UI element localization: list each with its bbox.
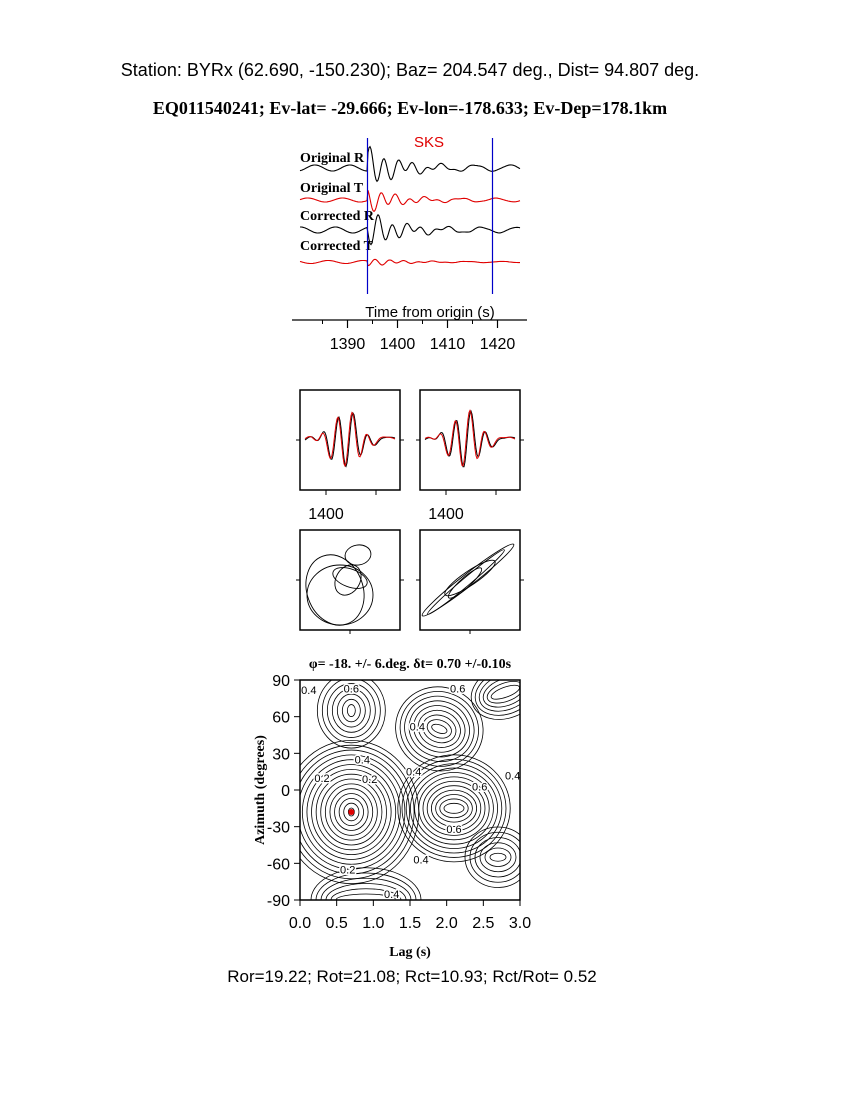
contour-y-tick-label: 30 (272, 746, 290, 764)
trace-label-corrected-r: Corrected R (300, 209, 374, 224)
contour-label: 0.2 (340, 864, 356, 877)
particle-motion-loop (307, 565, 373, 625)
contour-x-tick-label: 1.0 (362, 915, 385, 932)
stats-line: Ror=19.22; Rot=21.08; Rct=10.93; Rct/Rot= 0.52 (227, 967, 597, 986)
time-tick-label: 1390 (329, 336, 366, 353)
waveform-right-tick-label: 1400 (428, 506, 464, 523)
trace-label-original-r: Original R (300, 151, 365, 166)
contour-line (485, 848, 511, 867)
particle-motion-linear (425, 547, 507, 617)
contour-y-tick-label: 90 (272, 673, 290, 690)
contour-label: 0.4 (505, 770, 521, 783)
trace-panel (292, 134, 527, 353)
contour-line (342, 699, 360, 722)
contour-y-tick-label: -30 (266, 819, 290, 837)
contour-line (430, 722, 448, 735)
contour-label: 0.6 (343, 683, 359, 696)
station-line: Station: BYRx (62.690, -150.230); Baz= 204.547 deg., Dist= 94.807 deg. (120, 60, 700, 80)
contour-y-tick-label: 0 (281, 783, 290, 800)
time-tick-label: 1400 (379, 336, 416, 353)
contour-panel (253, 656, 547, 960)
contour-line (490, 853, 506, 861)
waveform-comparison-panels (296, 390, 524, 523)
contour-label: 0.4 (406, 766, 422, 779)
contour-line (444, 803, 464, 813)
phase-label: SKS (414, 134, 445, 151)
contour-y-tick-label: 60 (272, 709, 290, 727)
particle-motion-panels (296, 530, 524, 634)
waveform-trace (425, 411, 515, 467)
contour-label: 0.4 (384, 888, 400, 901)
contour-title: φ= -18. +/- 6.deg. δt= 0.70 +/-0.10s (308, 657, 512, 672)
trace-label-corrected-t: Corrected T (300, 239, 373, 254)
contour-line (479, 672, 531, 713)
contour-ylabel: Azimuth (degrees) (253, 735, 268, 845)
contour-line (475, 837, 521, 877)
contour-label: 0.6 (450, 683, 466, 696)
waveform-box-right (420, 390, 520, 490)
particle-motion-box-right (420, 530, 520, 630)
contour-label: 0.4 (409, 721, 425, 734)
contour-x-tick-label: 0.5 (325, 915, 348, 932)
contour-x-tick-label: 2.5 (472, 915, 495, 932)
contour-line (410, 768, 497, 849)
contour-label: 0.6 (472, 781, 488, 794)
contour-line (347, 705, 355, 717)
contour-label: 0.4 (301, 684, 317, 697)
contour-line (470, 832, 526, 882)
contour-x-tick-label: 2.0 (435, 915, 458, 932)
contour-line (474, 666, 537, 718)
contour-x-tick-label: 1.5 (398, 915, 422, 932)
time-axis-label: Time from origin (s) (365, 304, 495, 321)
best-fit-marker (348, 809, 354, 815)
waveform-left-tick-label: 1400 (308, 506, 344, 523)
contour-x-tick-label: 3.0 (508, 915, 532, 932)
trace-label-original-t: Original T (300, 181, 364, 196)
contour-line (490, 682, 522, 702)
particle-motion-linear (419, 540, 518, 621)
time-tick-label: 1420 (479, 336, 516, 353)
contour-xlabel: Lag (s) (389, 945, 431, 960)
contour-x-tick-label: 0.0 (288, 915, 312, 932)
contour-y-tick-label: -90 (266, 893, 290, 910)
contour-label: 0.2 (362, 774, 378, 786)
particle-motion-linear (441, 555, 499, 600)
particle-motion-loop (296, 547, 373, 634)
time-tick-label: 1410 (429, 336, 466, 353)
contour-line (425, 716, 454, 741)
contour-y-tick-label: -60 (266, 856, 290, 874)
particle-motion-loop (343, 543, 372, 567)
contour-label: 0.4 (413, 854, 429, 867)
contour-line (431, 790, 476, 826)
contour-label: 0.4 (354, 754, 370, 767)
event-line: EQ011540241; Ev-lat= -29.666; Ev-lon=-178.633; Ev-Dep=178.1km (152, 98, 668, 118)
trace-corrected-t (300, 259, 520, 265)
contour-line (395, 687, 483, 772)
contour-label: 0.2 (314, 772, 330, 785)
contour-label: 0.6 (446, 824, 462, 837)
particle-motion-linear (445, 565, 484, 602)
